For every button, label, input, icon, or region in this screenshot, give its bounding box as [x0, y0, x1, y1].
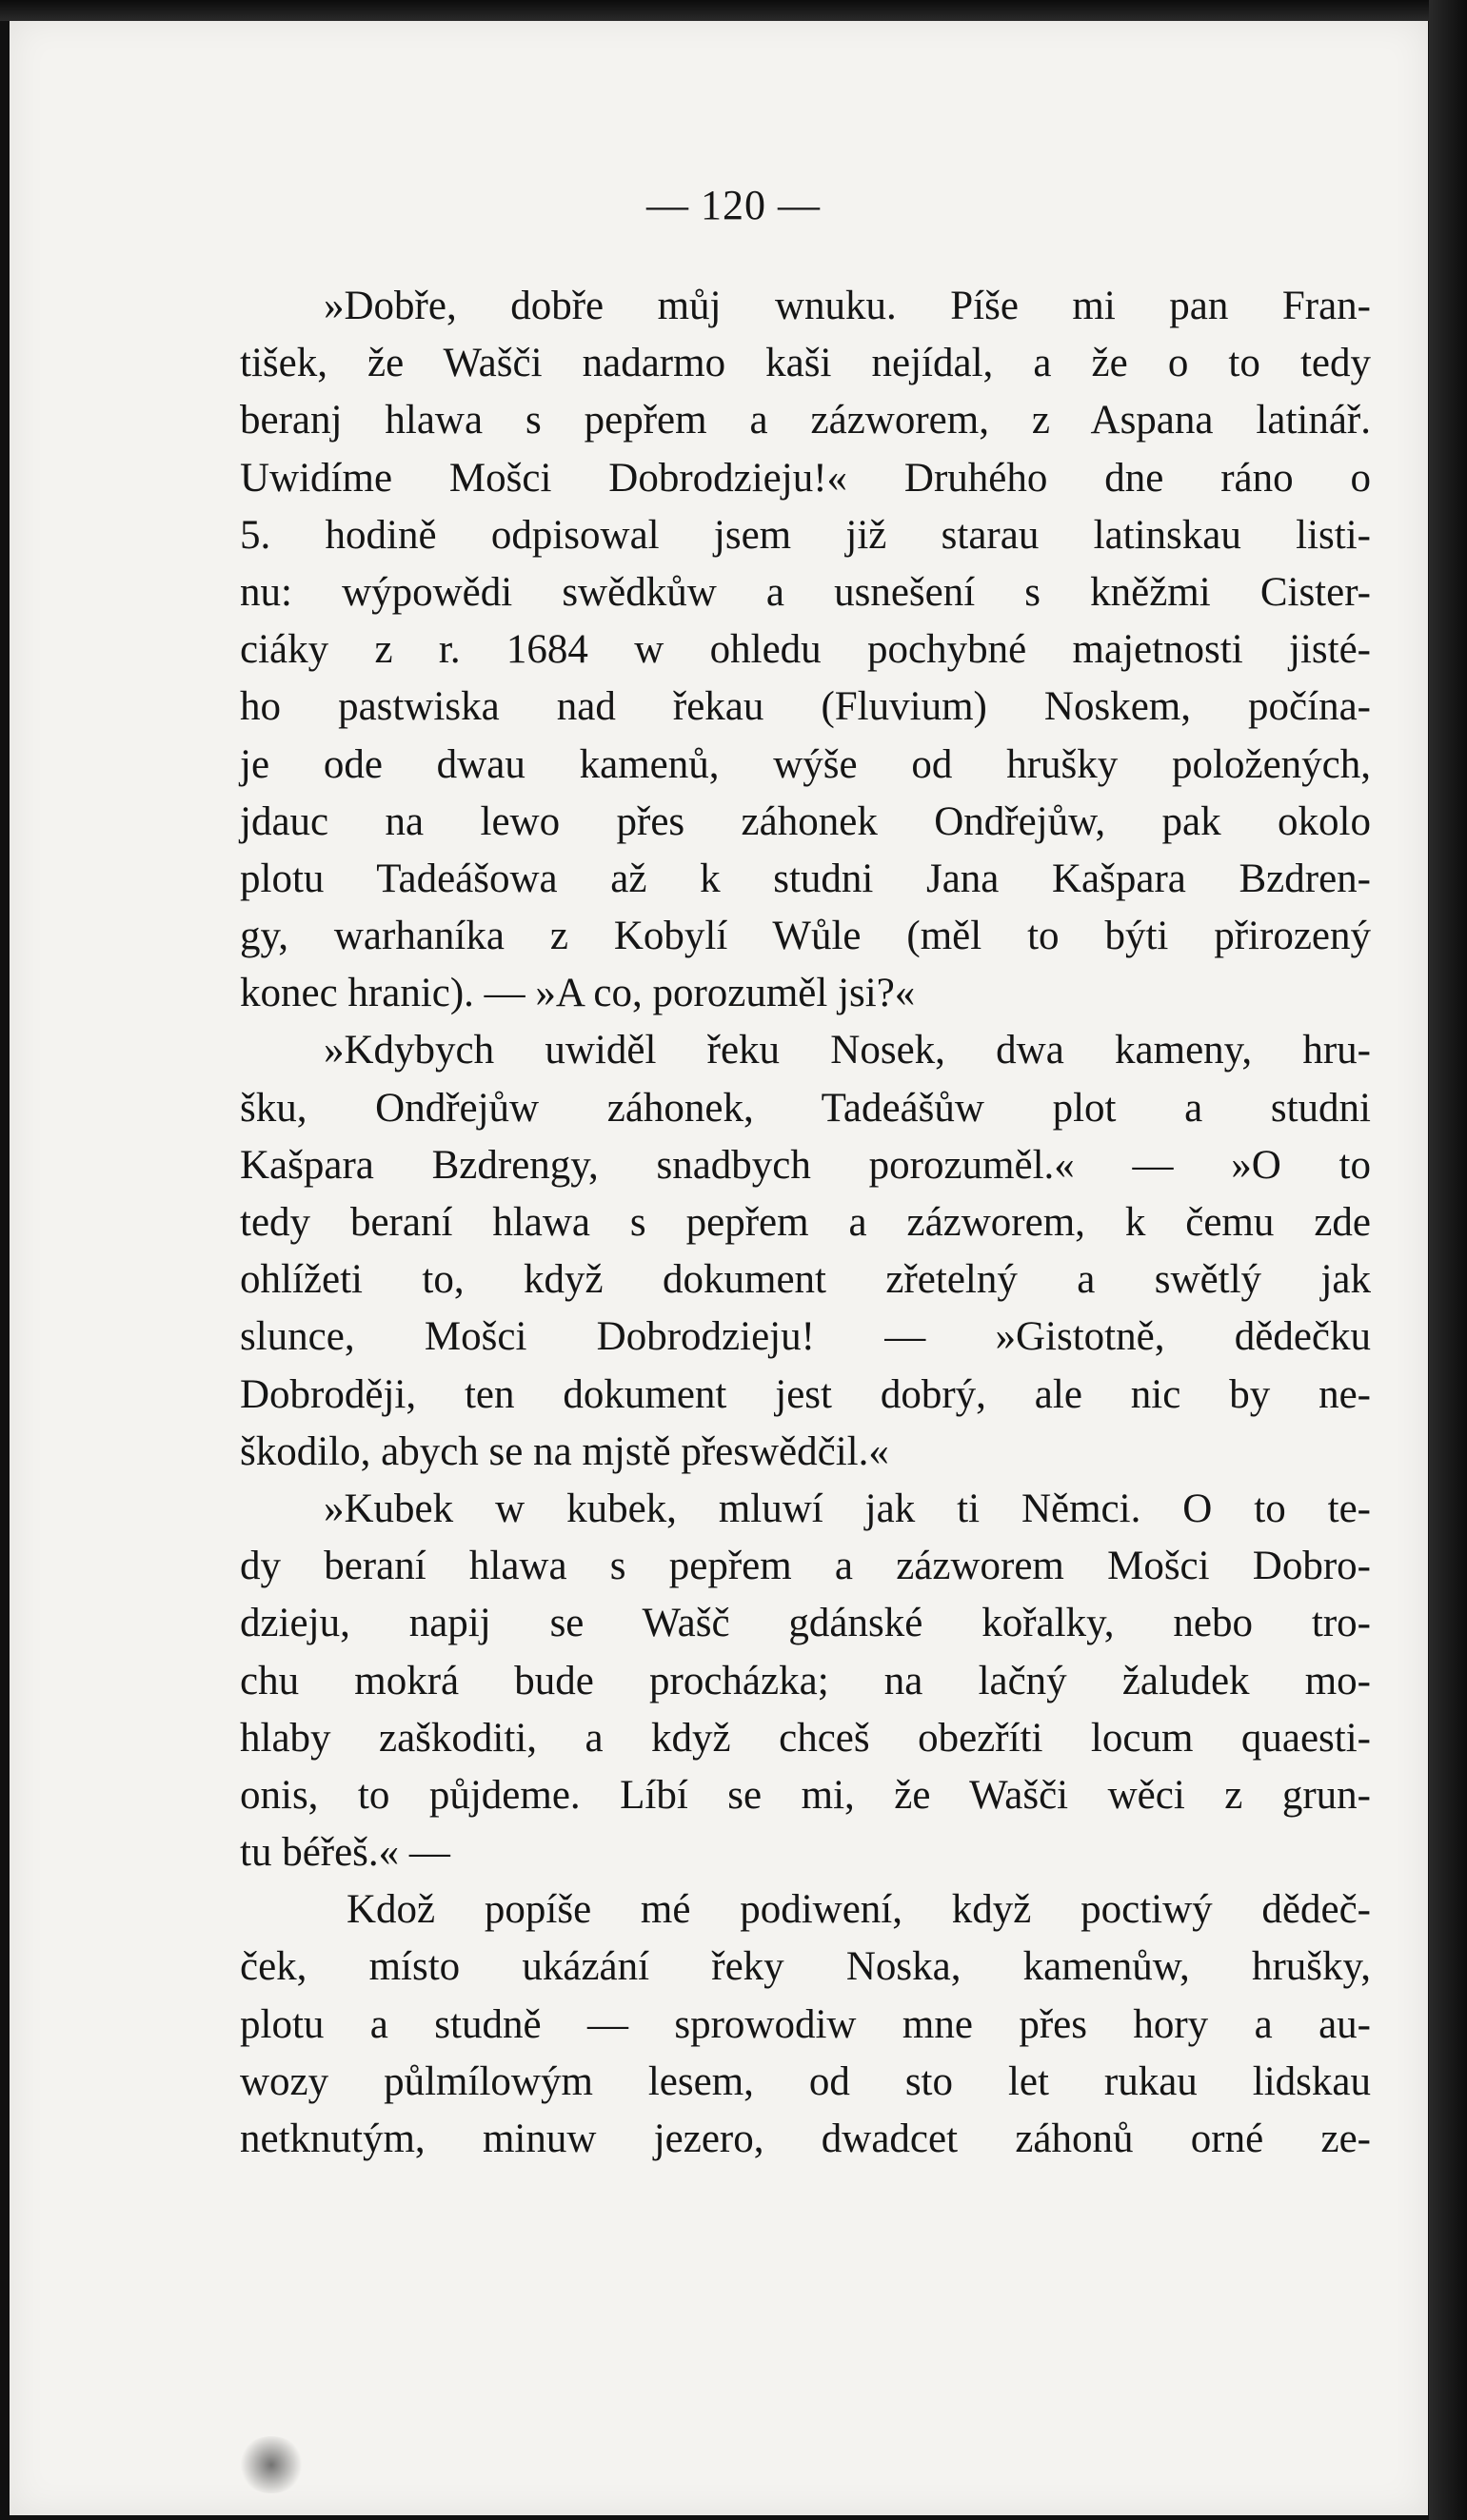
text-line: gy, warhaníka z Kobylí Wůle (měl to býti přirozený	[240, 914, 1371, 959]
text-line: 5. hodině odpisowal jsem již starau latinskau listi-	[240, 512, 1371, 558]
ink-smudge	[238, 2436, 305, 2493]
text-line: »Dobře, dobře můj wnuku. Píše mi pan Fran-	[324, 284, 1371, 328]
text-line: plotu Tadeášowa až k studni Jana Kašpara Bzdren-	[240, 856, 1371, 901]
text-line: »Kubek w kubek, mluwí jak ti Němci. O to te-	[324, 1486, 1371, 1531]
text-line: slunce, Mošci Dobrodzieju! — »Gistotně, dědečku	[240, 1314, 1371, 1360]
text-line: ček, místo ukázání řeky Noska, kamenůw, hrušky,	[240, 1944, 1371, 1990]
scan-border-right	[1429, 0, 1467, 2520]
text-line: jdauc na lewo přes záhonek Ondřejůw, pak okolo	[240, 798, 1371, 844]
page-number: — 120 —	[646, 182, 821, 228]
text-line: Dobroději, ten dokument jest dobrý, ale nic by ne-	[240, 1371, 1371, 1417]
text-line: onis, to půjdeme. Líbí se mi, že Wašči wěci z grun-	[240, 1772, 1371, 1818]
text-line: škodilo, abych se na mjstě přeswědčil.«	[240, 1428, 889, 1474]
text-line: konec hranic). — »A co, porozuměl jsi?«	[240, 971, 916, 1016]
text-line: tu béřeš.« —	[240, 1830, 450, 1876]
text-line: beranj hlawa s pepřem a zázworem, z Aspana latinář.	[240, 398, 1371, 443]
text-line: ohlížeti to, když dokument zřetelný a swětlý jak	[240, 1257, 1371, 1303]
text-line: hlaby zaškoditi, a když chceš obezříti locum quaesti-	[240, 1715, 1371, 1761]
text-line: tišek, že Wašči nadarmo kaši nejídal, a že o to tedy	[240, 341, 1371, 386]
text-line: je ode dwau kamenů, wýše od hrušky položených,	[240, 741, 1371, 787]
text-line: Uwidíme Mošci Dobrodzieju!« Druhého dne ráno o	[240, 455, 1371, 501]
scan-border-top	[0, 0, 1467, 21]
text-line: tedy beraní hlawa s pepřem a zázworem, k čemu zde	[240, 1200, 1371, 1245]
text-line: nu: wýpowědi swědkůw a usnešení s kněžmi Cister-	[240, 569, 1371, 615]
text-line: chu mokrá bude procházka; na lačný žaludek mo-	[240, 1658, 1371, 1703]
text-line: dy beraní hlawa s pepřem a zázworem Mošci Dobro-	[240, 1544, 1371, 1589]
text-line: »Kdybych uwiděl řeku Nosek, dwa kameny, hru-	[324, 1028, 1371, 1073]
text-line: wozy půlmílowým lesem, od sto let rukau lidskau	[240, 2058, 1371, 2104]
text-line: netknutým, minuw jezero, dwadcet záhonů orné ze-	[240, 2116, 1371, 2161]
text-line: dzieju, napij se Wašč gdánské kořalky, nebo tro-	[240, 1601, 1371, 1646]
text-line: plotu a studně — sprowodiw mne přes hory a au-	[240, 2001, 1371, 2047]
text-line: šku, Ondřejůw záhonek, Tadeášůw plot a studni	[240, 1085, 1371, 1131]
text-line: ciáky z r. 1684 w ohledu pochybné majetnosti jisté-	[240, 627, 1371, 673]
body-text	[240, 278, 1371, 2168]
text-line: Kdož popíše mé podiwení, když poctiwý dědeč-	[347, 1887, 1371, 1933]
text-line: ho pastwiska nad řekau (Fluvium) Noskem, počína-	[240, 684, 1371, 730]
text-line: Kašpara Bzdrengy, snadbych porozuměl.« — »O to	[240, 1142, 1371, 1188]
